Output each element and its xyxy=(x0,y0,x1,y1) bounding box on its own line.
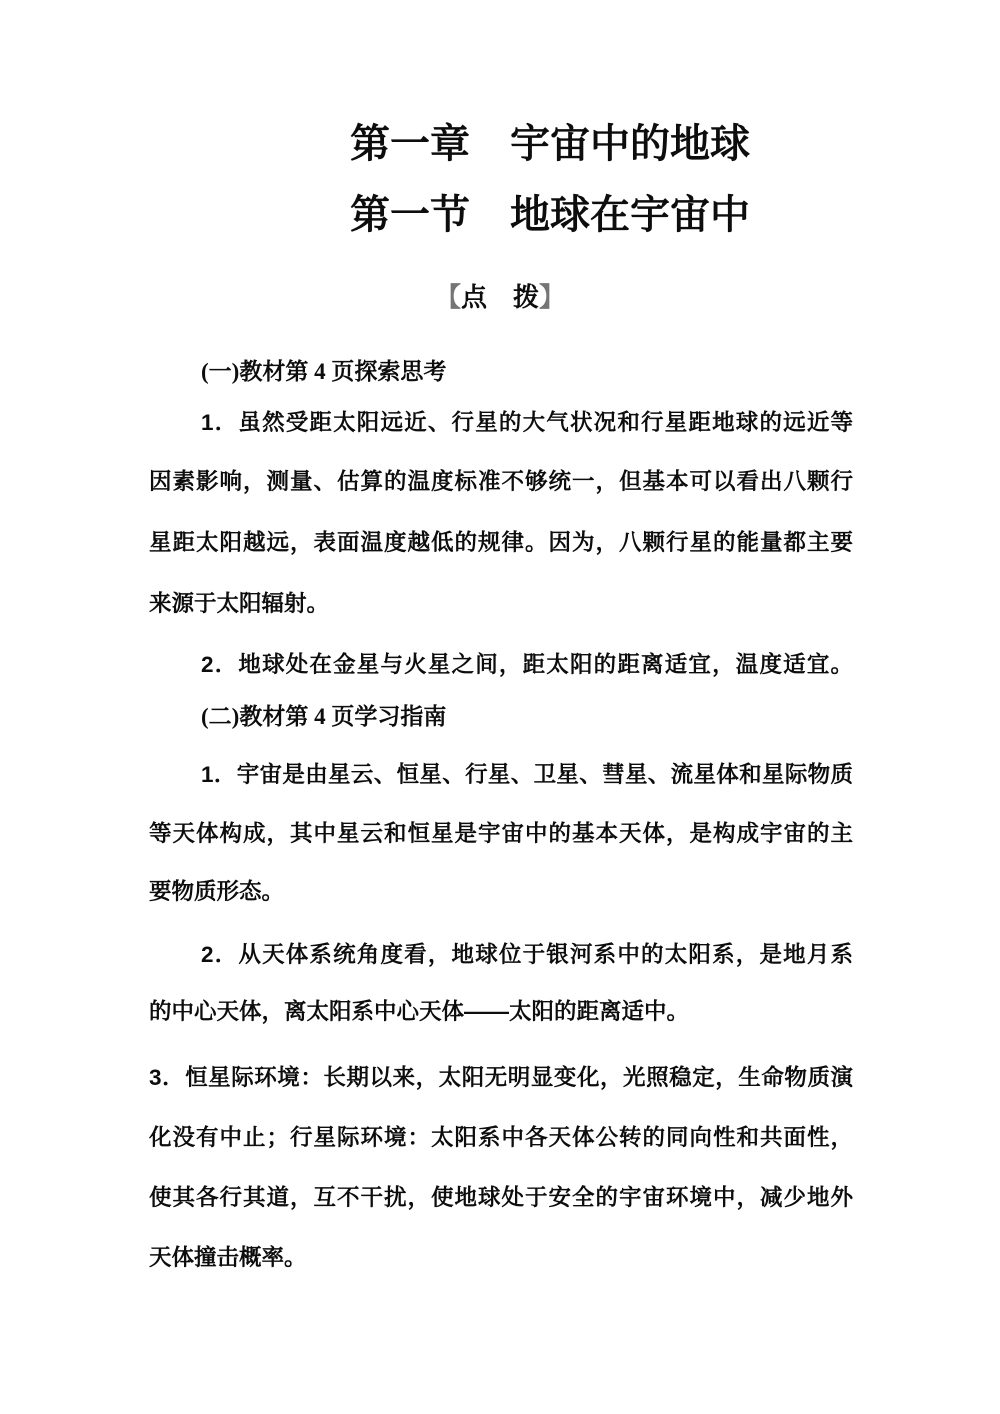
paragraph4-line4: 天体撞击概率。 xyxy=(149,1245,307,1270)
subheading-explore-think: (一)教材第 4 页探索思考 xyxy=(201,359,447,384)
paragraph1-line2: 因素影响，测量、估算的温度标准不够统一，但基本可以看出八颗行 xyxy=(149,469,853,494)
paragraph2-line2: 等天体构成，其中星云和恒星是宇宙中的基本天体，是构成宇宙的主 xyxy=(149,821,853,846)
paragraph4-line3: 使其各行其道，互不干扰，使地球处于安全的宇宙环境中，减少地外 xyxy=(149,1185,853,1210)
callout-label: 点 拨 xyxy=(460,283,539,312)
paragraph1-line1: 1．虽然受距太阳远近、行星的大气状况和行星距地球的远近等 xyxy=(201,410,853,435)
callout-dianbo xyxy=(0,285,1000,311)
paragraph4-line1: 3．恒星际环境：长期以来，太阳无明显变化，光照稳定，生命物质演 xyxy=(149,1065,853,1090)
item2-line: 2．地球处在金星与火星之间，距太阳的距离适宜，温度适宜。 xyxy=(201,652,853,677)
subheading-study-guide: (二)教材第 4 页学习指南 xyxy=(201,704,447,729)
left-lenticular-bracket: 【 xyxy=(434,283,461,312)
chapter-title: 第一章 宇宙中的地球 xyxy=(350,121,750,166)
paragraph1-line3: 星距太阳越远，表面温度越低的规律。因为，八颗行星的能量都主要 xyxy=(149,530,853,555)
paragraph1-line4: 来源于太阳辐射。 xyxy=(149,591,330,616)
paragraph4-line2: 化没有中止；行星际环境：太阳系中各天体公转的同向性和共面性， xyxy=(149,1125,853,1150)
right-lenticular-bracket: 】 xyxy=(539,283,566,312)
section-title: 第一节 地球在宇宙中 xyxy=(350,192,750,237)
paragraph2-line1: 1．宇宙是由星云、恒星、行星、卫星、彗星、流星体和星际物质 xyxy=(201,762,853,787)
paragraph3-line2: 的中心天体，离太阳系中心天体——太阳的距离适中。 xyxy=(149,999,690,1024)
paragraph2-line3: 要物质形态。 xyxy=(149,879,285,904)
paragraph3-line1: 2．从天体系统角度看，地球位于银河系中的太阳系，是地月系 xyxy=(201,942,853,967)
